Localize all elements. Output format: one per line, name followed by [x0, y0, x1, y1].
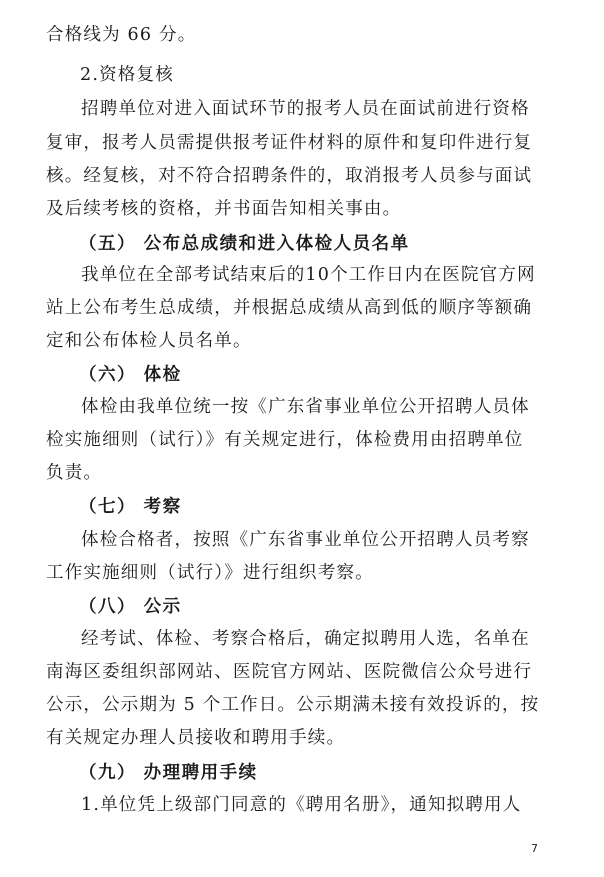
section-heading: （七） 考察: [79, 497, 182, 517]
paragraph-line: 体检由我单位统一按《广东省事业单位公开招聘人员体: [81, 397, 530, 417]
paragraph-line: 体检合格者，按照《广东省事业单位公开招聘人员考察: [81, 530, 530, 550]
section-heading: （六） 体检: [79, 365, 182, 385]
section-heading: （五） 公布总成绩和进入体检人员名单: [79, 234, 410, 254]
paragraph-line: 定和公布体检人员名单。: [46, 331, 252, 351]
paragraph-line: 及后续考核的资格，并书面告知相关事由。: [46, 199, 402, 219]
paragraph-line: 站上公布考生总成绩，并根据总成绩从高到低的顺序等额确: [46, 298, 533, 318]
section-heading: （八） 公示: [79, 597, 182, 617]
paragraph-line: 我单位在全部考试结束后的10个工作日内在医院官方网: [81, 265, 536, 285]
paragraph-line: 负责。: [46, 463, 103, 483]
paragraph-line: 南海区委组织部网站、医院官方网站、医院微信公众号进行: [46, 662, 533, 682]
section-heading: （九） 办理聘用手续: [79, 763, 258, 783]
page-number: 7: [531, 842, 538, 855]
paragraph-line: 核。经复核，对不符合招聘条件的，取消报考人员参与面试: [46, 166, 533, 186]
subsection-heading: 2.资格复核: [80, 65, 174, 85]
paragraph-line: 工作实施细则（试行）》进行组织考察。: [46, 563, 374, 583]
paragraph-line: 公示，公示期为 5 个工作日。公示期满未接有效投诉的，按: [46, 695, 540, 715]
paragraph-line: 检实施细则（试行）》有关规定进行，体检费用由招聘单位: [46, 430, 524, 450]
paragraph-line: 经考试、体检、考察合格后，确定拟聘用人选，名单在: [81, 629, 530, 649]
paragraph-line: 1.单位凭上级部门同意的《聘用名册》，通知拟聘用人: [81, 795, 522, 815]
text-line: 合格线为 66 分。: [46, 25, 197, 45]
paragraph-line: 复审，报考人员需提供报考证件材料的原件和复印件进行复: [46, 133, 533, 153]
paragraph-line: 有关规定办理人员接收和聘用手续。: [46, 728, 346, 748]
paragraph-line: 招聘单位对进入面试环节的报考人员在面试前进行资格: [81, 99, 530, 119]
